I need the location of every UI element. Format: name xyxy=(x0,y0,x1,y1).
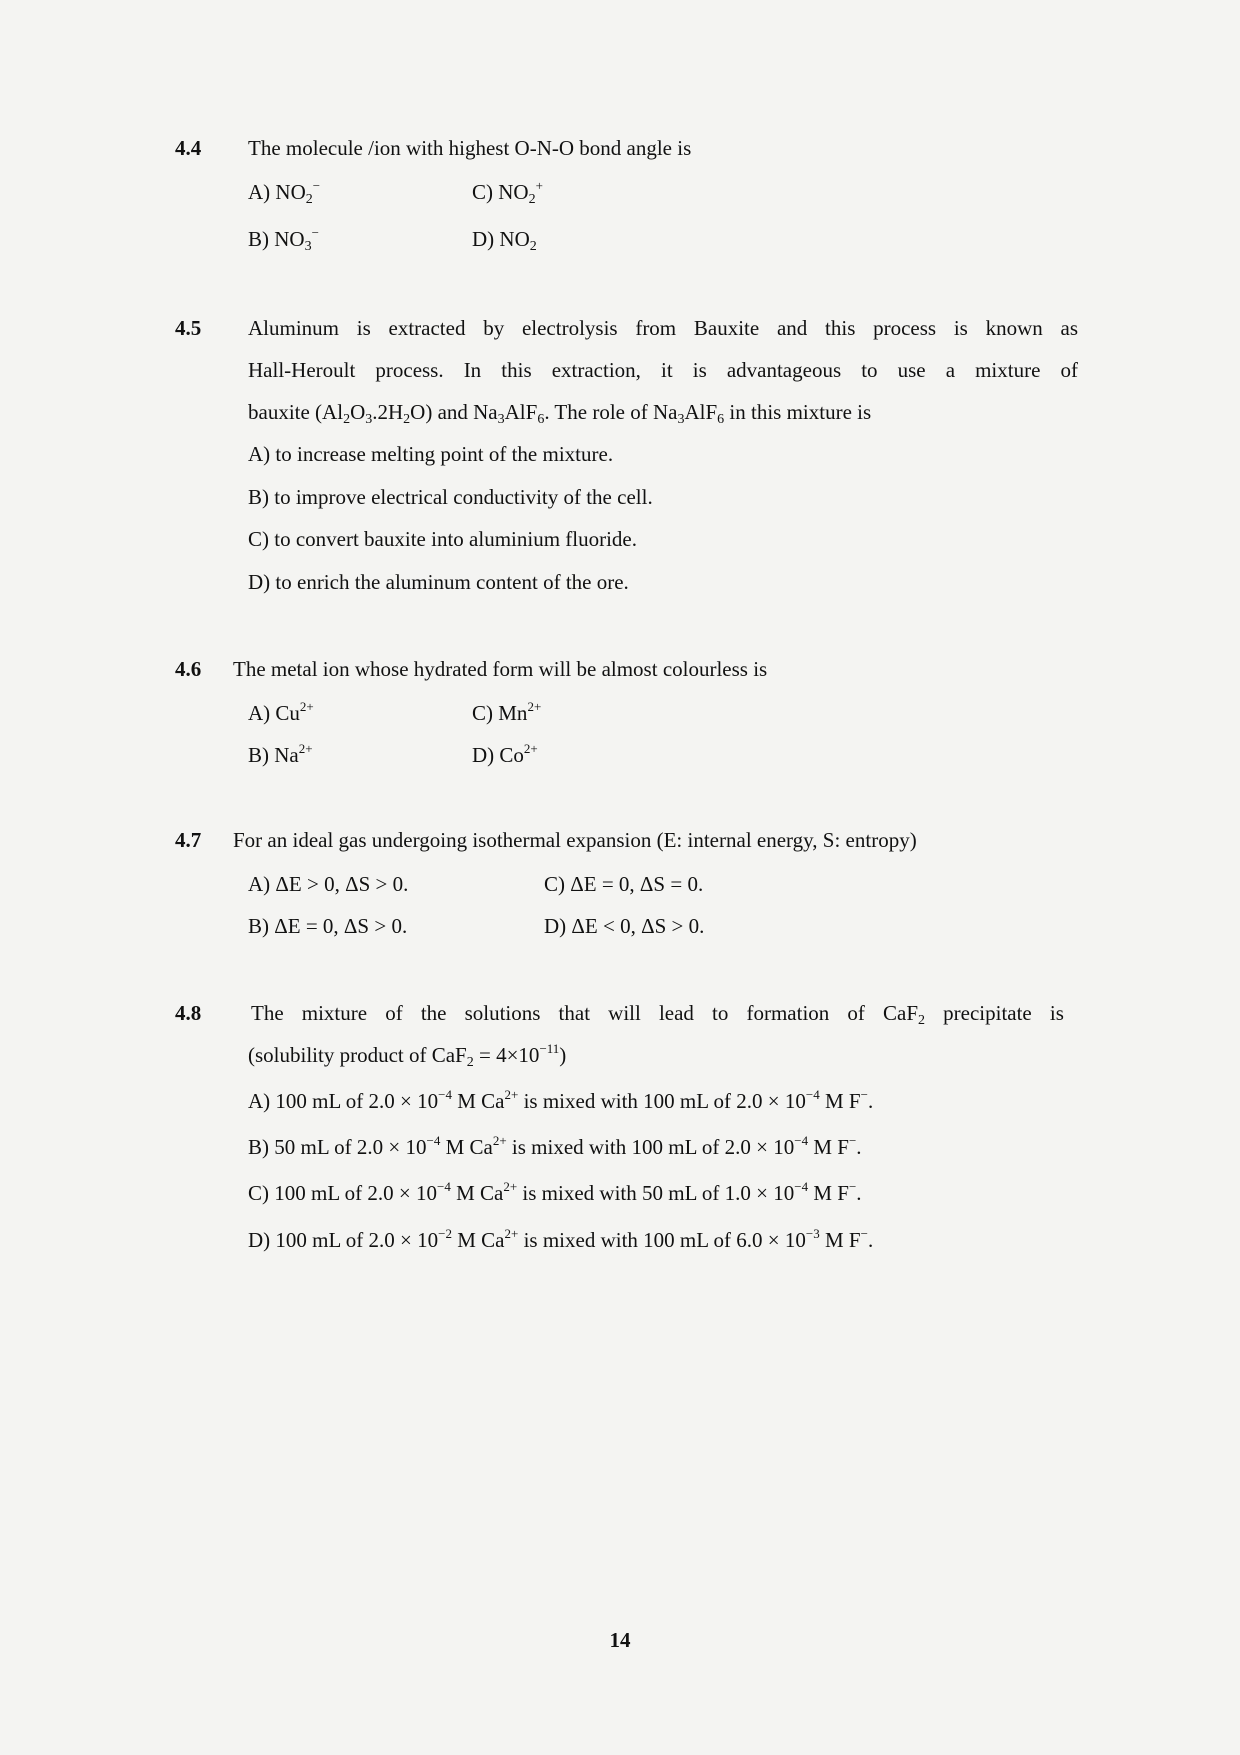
question-stem-line-2: Hall-Heroult process. In this extraction, it is advantageous to use a mixture of xyxy=(248,358,1078,382)
question-stem: For an ideal gas undergoing isothermal expansion (E: internal energy, S: entropy) xyxy=(233,828,917,852)
option-c: C) ΔE = 0, ΔS = 0. xyxy=(544,872,704,896)
option-a: A) to increase melting point of the mixture. xyxy=(248,442,614,466)
question-stem-line-1: Aluminum is extracted by electrolysis from Bauxite and this process is known as xyxy=(248,316,1078,340)
question-number: 4.8 xyxy=(175,1001,202,1025)
question-stem: The metal ion whose hydrated form will be almost colourless is xyxy=(233,657,768,681)
option-d: D) ΔE < 0, ΔS > 0. xyxy=(544,914,705,938)
question-number: 4.4 xyxy=(175,136,202,160)
option-d: D) $Co^{2+}$ xyxy=(472,741,538,767)
option-b: B) $NO_3^-$ xyxy=(248,225,319,254)
option-c: C) $Mn^{2+}$ xyxy=(472,699,542,725)
option-c: C) $NO_2^+$ xyxy=(472,178,543,207)
page-number: 14 xyxy=(609,1628,631,1652)
option-b: B) $Na^{2+}$ xyxy=(248,741,313,767)
option-a: A) 100 mL of $2.0 \times 10^{-4}$ M $Ca^{2+}$ is mixed with 100 mL of $2.0 \times 10^{-4}$ M F−. xyxy=(248,1087,874,1113)
option-b: B) to improve electrical conductivity of the cell. xyxy=(248,485,653,509)
question-stem-line-1: The mixture of the solutions that will lead to formation of CaF$_2$ precipitate is xyxy=(251,1001,1064,1028)
question-stem-line-3: bauxite $(Al_2O_3.2H_2O)$ and $Na_3AlF_6$. The role of $Na_3AlF_6$ in this mixture is xyxy=(248,400,872,427)
option-a: A) $Cu^{2+}$ xyxy=(248,699,314,725)
question-number: 4.7 xyxy=(175,828,202,852)
option-b: B) ΔE = 0, ΔS > 0. xyxy=(248,914,408,938)
question-stem-line-2: (solubility product of $CaF_2 = 4\times 10^{-11}$) xyxy=(248,1041,567,1070)
option-c: C) to convert bauxite into aluminium fluoride. xyxy=(248,527,638,551)
option-d: D) $NO_2$ xyxy=(472,227,537,254)
option-d: D) 100 mL of $2.0 \times 10^{-2}$ M $Ca^{2+}$ is mixed with 100 mL of $6.0 \times 10^{-3}$ M F−. xyxy=(248,1226,874,1252)
option-b: B) 50 mL of $2.0 \times 10^{-4}$ M $Ca^{2+}$ is mixed with 100 mL of $2.0 \times 10^{-4}$ M F−. xyxy=(248,1133,862,1159)
question-stem: The molecule /ion with highest O-N-O bond angle is xyxy=(248,136,692,160)
option-c: C) 100 mL of $2.0 \times 10^{-4}$ M $Ca^{2+}$ is mixed with 50 mL of $1.0 \times 10^{-4}$ M F−. xyxy=(248,1179,862,1205)
question-number: 4.5 xyxy=(175,316,202,340)
option-d: D) to enrich the aluminum content of the ore. xyxy=(248,570,629,594)
option-a: A) $NO_2^-$ xyxy=(248,178,321,207)
option-a: A) ΔE > 0, ΔS > 0. xyxy=(248,872,409,896)
question-number: 4.6 xyxy=(175,657,202,681)
